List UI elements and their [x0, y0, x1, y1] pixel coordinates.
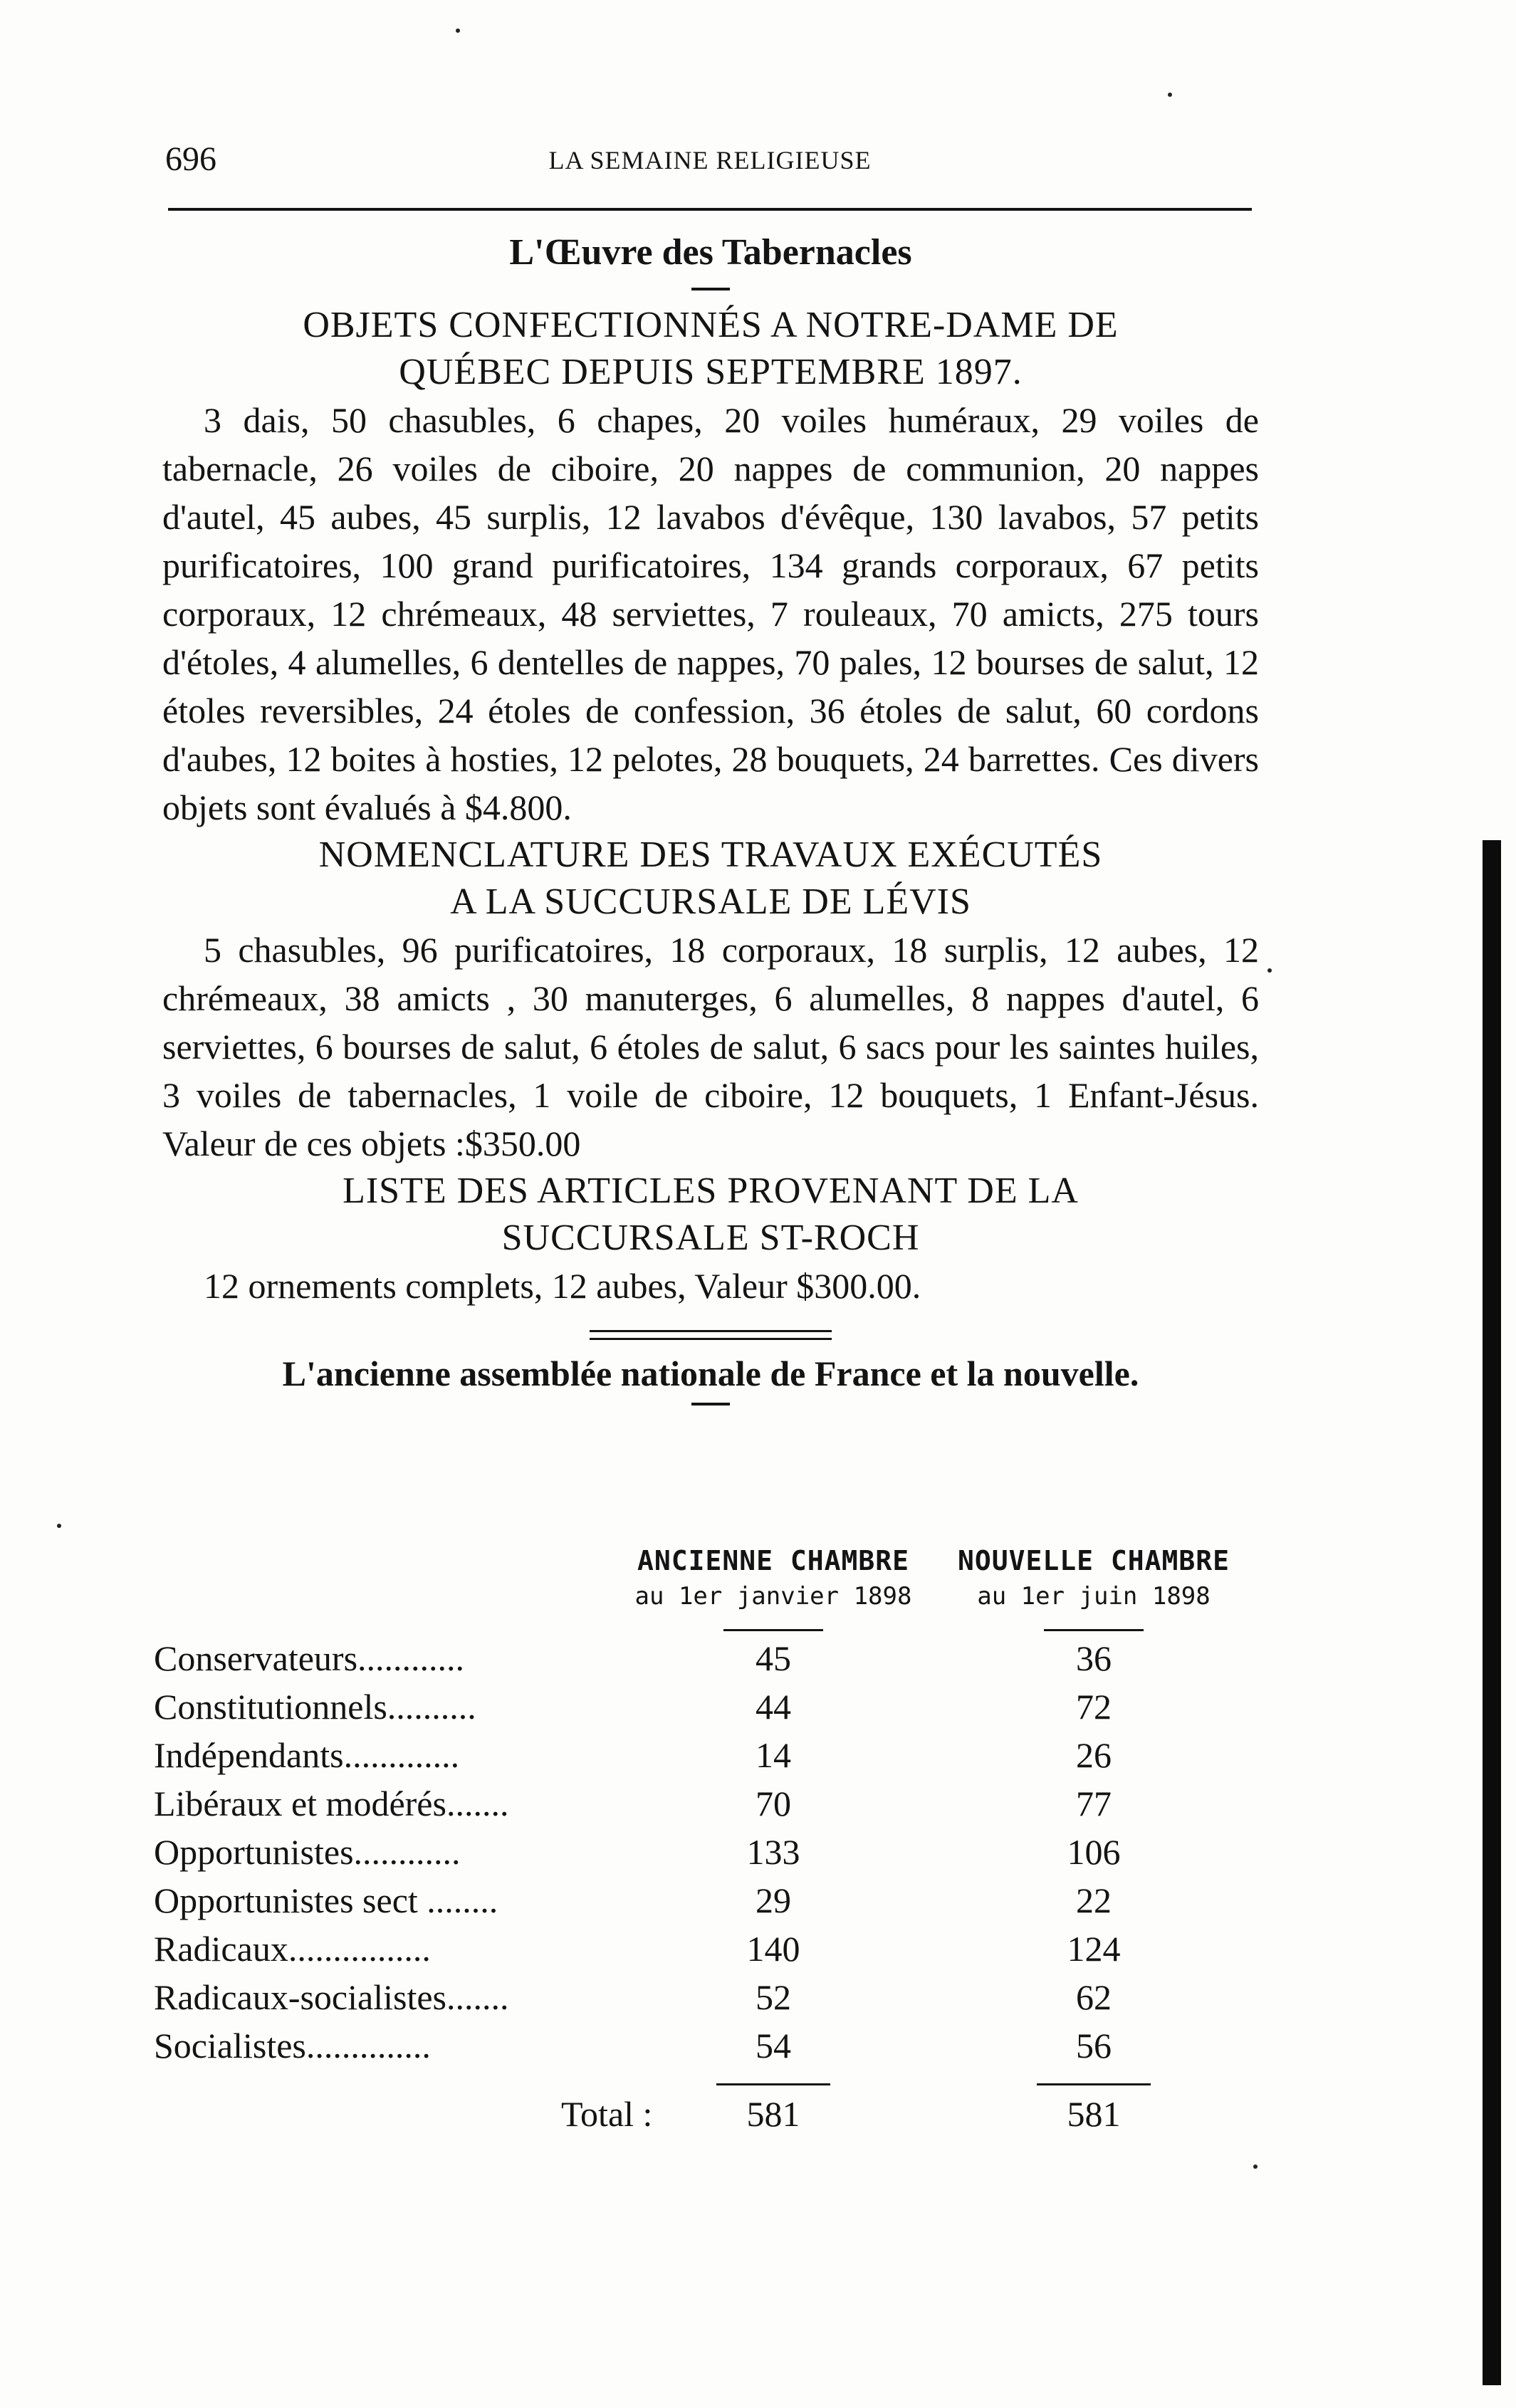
scan-speck [1267, 968, 1272, 973]
paragraph-st-roch: 12 ornements complets, 12 aubes, Valeur $300.00. [204, 1266, 921, 1306]
heading-line: SUCCURSALE ST-ROCH [501, 1218, 920, 1258]
ancienne-value: 52 [756, 1977, 791, 2017]
total-ancienne: 581 [746, 2094, 800, 2134]
scan-speck [1168, 93, 1172, 97]
party-label: Radicaux................ [154, 1929, 431, 1969]
column-header-nouvelle [923, 1545, 1265, 1611]
table-row [154, 1977, 1265, 2025]
nouvelle-value: 77 [1076, 1784, 1112, 1823]
column-date: au 1er janvier 1898 [634, 1582, 912, 1611]
party-label: Indépendants............. [154, 1735, 460, 1775]
scan-speck [456, 28, 460, 33]
paragraph-levis: 5 chasubles, 96 purificatoires, 18 corporaux, 18 surplis, 12 aubes, 12 chrémeaux, 38 amicts , 30 manuterges, 6 alumelles, 8 nappes d'autel, 6 serviettes, 6 bourses de salut, 6 étoles de salut, 6 sacs pour les saintes huiles, 3 voiles de tabernacles, 1 voile de ciboire, 12 bouquets, 1 Enfant-Jésus. Valeur de ces objets :$350.00 [162, 930, 1259, 1163]
heading-line: LISTE DES ARTICLES PROVENANT DE LA [343, 1171, 1079, 1211]
party-label: Opportunistes sect ........ [154, 1880, 498, 1920]
party-label: Constitutionnels.......... [154, 1687, 476, 1727]
ancienne-value: 140 [746, 1929, 800, 1969]
scan-speck [57, 1524, 61, 1528]
column-title: NOUVELLE CHAMBRE [957, 1545, 1230, 1576]
nouvelle-value: 36 [1076, 1638, 1112, 1678]
nouvelle-value: 124 [1067, 1929, 1121, 1969]
nouvelle-value: 106 [1067, 1832, 1121, 1872]
section-tabernacles [162, 228, 1259, 1417]
nouvelle-value: 62 [1076, 1977, 1112, 2017]
total-nouvelle: 581 [1067, 2094, 1121, 2134]
heading-line: A LA SUCCURSALE DE LÉVIS [450, 881, 971, 922]
title-dash [691, 1403, 730, 1405]
section2-title: L'ancienne assemblée nationale de France et la nouvelle. [282, 1354, 1139, 1393]
ancienne-value: 133 [746, 1832, 800, 1872]
title-dash [691, 288, 730, 290]
table-row [154, 1831, 1265, 1880]
heading-line: NOMENCLATURE DES TRAVAUX EXÉCUTÉS [318, 834, 1103, 875]
party-label: Opportunistes............ [154, 1832, 461, 1872]
party-label: Libéraux et modérés....... [154, 1784, 509, 1823]
total-label: Total : [561, 2094, 653, 2134]
page-number: 696 [165, 140, 216, 178]
table-row [154, 1686, 1265, 1734]
column-rule [723, 1629, 823, 1631]
nouvelle-value: 22 [1076, 1880, 1112, 1920]
column-rule [1044, 1629, 1144, 1631]
column-date: au 1er juin 1898 [977, 1582, 1211, 1611]
ancienne-value: 70 [756, 1784, 791, 1823]
section-title: L'Œuvre des Tabernacles [509, 232, 912, 273]
table-row [154, 1880, 1265, 1928]
scan-edge-bar [1483, 840, 1501, 2385]
table-row [154, 2025, 1265, 2073]
ancienne-value: 14 [756, 1735, 791, 1775]
ancienne-value: 54 [756, 2026, 791, 2066]
heading-notre-dame [162, 302, 1259, 396]
total-rule [716, 2083, 830, 2085]
heading-st-roch [162, 1168, 1259, 1262]
column-header-ancienne [595, 1545, 951, 1611]
total-row [154, 2093, 1265, 2142]
column-title: ANCIENNE CHAMBRE [637, 1545, 910, 1576]
table-row [154, 1734, 1265, 1783]
heading-line: OBJETS CONFECTIONNÉS A NOTRE-DAME DE [303, 305, 1119, 345]
table-row [154, 1928, 1265, 1977]
header-rule [168, 208, 1252, 211]
paragraph-notre-dame: 3 dais, 50 chasubles, 6 chapes, 20 voiles huméraux, 29 voiles de tabernacle, 26 voiles de ciboire, 20 nappes de communion, 20 nappes d'autel, 45 aubes, 45 surplis, 12 lavabos d'évêque, 130 lavabos, 57 petits purificatoires, 100 grand purificatoires, 134 grands corporaux, 67 petits corporaux, 12 chrémeaux, 48 serviettes, 7 rouleaux, 70 amicts, 275 tours d'étoles, 4 alumelles, 6 dentelles de nappes, 70 pales, 12 bourses de salut, 12 étoles reversibles, 24 étoles de confession, 36 étoles de salut, 60 cordons d'aubes, 12 boites à hosties, 12 pelotes, 28 bouquets, 24 barrettes. Ces divers objets sont évalués à $4.800. [162, 400, 1259, 827]
table-row [154, 1638, 1265, 1686]
table-row [154, 1783, 1265, 1831]
nouvelle-value: 56 [1076, 2026, 1112, 2066]
ancienne-value: 29 [756, 1880, 791, 1920]
ancienne-value: 45 [756, 1638, 791, 1678]
heading-line: QUÉBEC DEPUIS SEPTEMBRE 1897. [399, 352, 1023, 392]
running-head [165, 140, 1255, 189]
ancienne-value: 44 [756, 1687, 791, 1727]
section-divider [590, 1330, 832, 1340]
total-rule [1037, 2083, 1151, 2085]
party-label: Socialistes.............. [154, 2026, 431, 2066]
nouvelle-value: 72 [1076, 1687, 1112, 1727]
heading-levis [162, 832, 1259, 926]
scan-speck [1253, 2164, 1258, 2169]
nouvelle-value: 26 [1076, 1735, 1112, 1775]
running-title: LA SEMAINE RELIGIEUSE [548, 146, 872, 174]
party-label: Radicaux-socialistes....... [154, 1977, 509, 2017]
party-label: Conservateurs............ [154, 1638, 465, 1678]
